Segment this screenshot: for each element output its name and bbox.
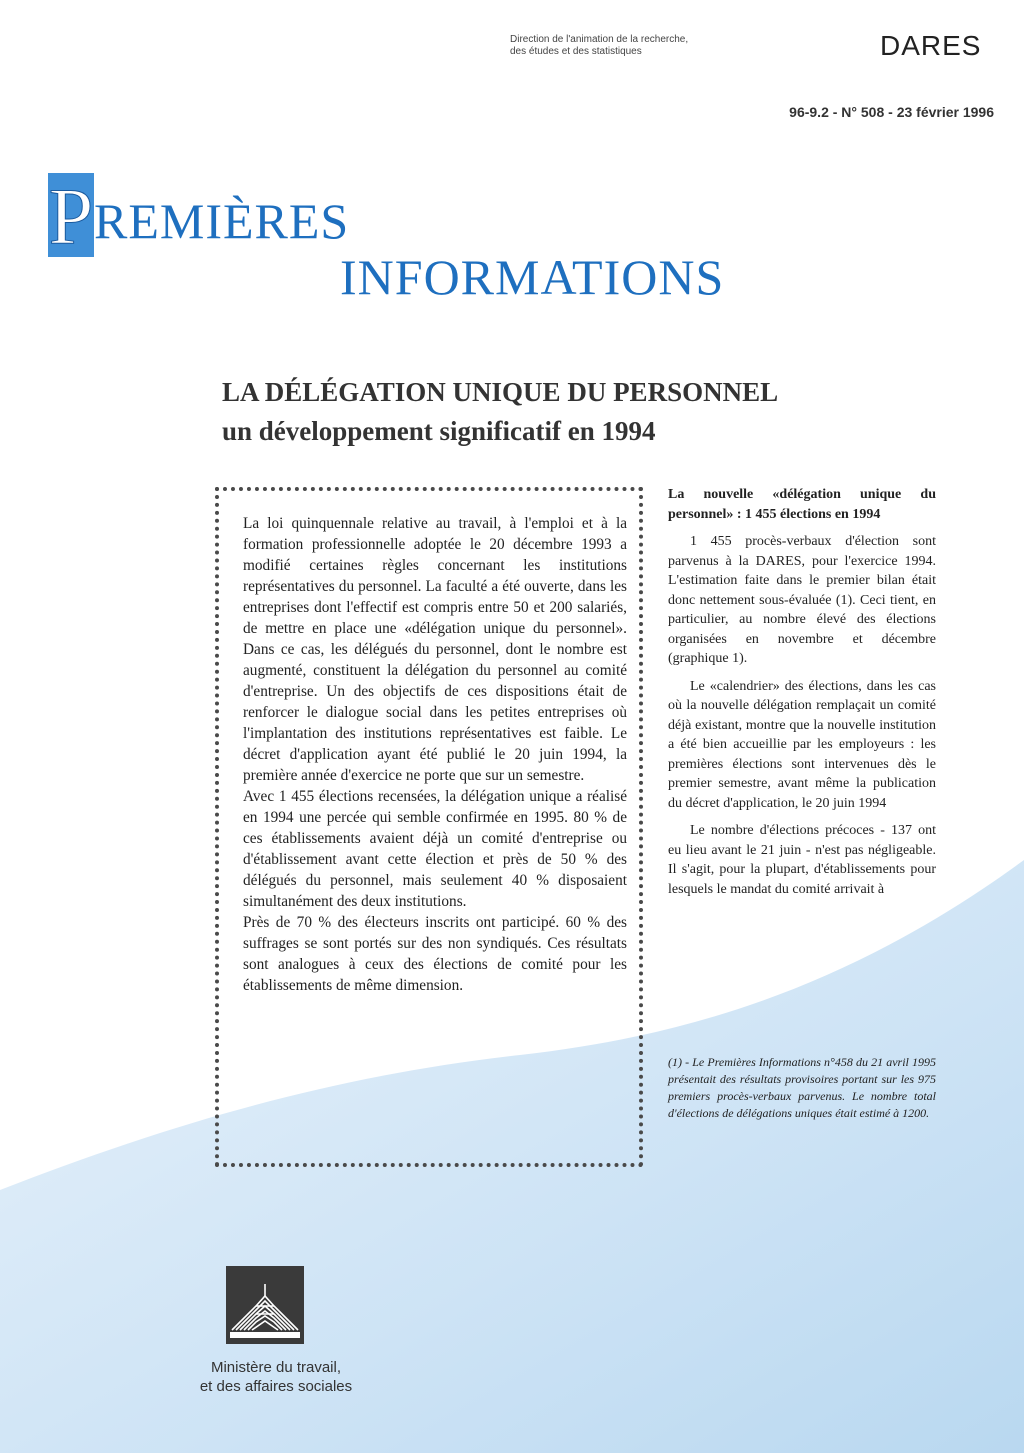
direction-label [510, 34, 810, 58]
right-paragraph-1: 1 455 procès-verbaux d'élection sont parvenus à la DARES, pour l'exercice 1994. L'estimation faite dans le premier bilan était donc nettement sous-évaluée (1). Ceci tient, en particulier, au nombre élevé des élections organisées en novembre et décembre (graphique 1). [668, 534, 936, 666]
summary-paragraph-3: Près de 70 % des électeurs inscrits ont participé. 60 % des suffrages se sont portés sur des non syndiqués. Ces résultats sont analogues à ceux des élections de comité pour les établissements de même dimension. [243, 914, 627, 994]
right-paragraph-3: Le nombre d'élections précoces - 137 ont eu lieu avant le 21 juin - n'est pas négligeable. Il s'agit, pour la plupart, d'établissements pour lesquels le mandat du comité arrivait à [668, 823, 936, 897]
direction-line-1: Direction de l'animation de la recherche, [510, 34, 689, 45]
right-paragraph-2: Le «calendrier» des élections, dans les cas où la nouvelle délégation remplaçait un comité déjà existant, montre que la nouvelle institution a été bien accueillie par les employeurs : les premières élections sont intervenues dès le premier semestre, avant même la publication du décret d'application, le 20 juin 1994 [668, 678, 936, 811]
summary-box [215, 487, 643, 1167]
ministry-logo-icon [226, 1266, 304, 1344]
section-heading: La nouvelle «délégation unique du personnel» : 1 455 élections en 1994 [668, 487, 936, 522]
masthead-initial-box [48, 173, 94, 261]
footnote: (1) - Le Premières Informations n°458 du 21 avril 1995 présentait des résultats provisoires portant sur les 975 premiers procès-verbaux parvenus. Le nombre total d'élections de délégations uniques était estimé à 1200. [668, 1055, 936, 1120]
ministry-line-1: Ministère du travail, [210, 1359, 342, 1376]
dares-label: DARES [880, 30, 982, 61]
article-subtitle: un développement significatif en 1994 [222, 416, 656, 446]
summary-paragraph-2: Avec 1 455 élections recensées, la délégation unique a réalisé en 1994 une percée qui semble confirmée en 1995. 80 % de ces établissements avaient déjà un comité d'entreprise ou d'établissement avant cette élection et près de 50 % des délégués du personnel, mais seulement 40 % disposaient simultanément des deux institutions. [243, 788, 627, 910]
direction-line-2: des études et des statistiques [510, 46, 642, 57]
summary-paragraph-1: La loi quinquennale relative au travail, à l'emploi et à la formation professionnelle adoptée le 20 décembre 1993 a modifié certaines règles concernant les institutions représentatives du personnel. La faculté a été ouverte, dans les entreprises dont l'effectif est compris entre 50 et 200 salariés, de mettre en place une «délégation unique du personnel». Dans ce cas, les délégués du personnel, dont le nombre est augmenté, constituent la délégation du personnel au comité d'entreprise. Un des objectifs de ces dispositions était de renforcer le dialogue social dans les petites entreprises où l'implantation des institutions représentatives est faible. Le décret d'application ayant été publié le 20 juin 1994, la première année d'exercice ne porte que sur un semestre. [243, 515, 627, 784]
article-title: LA DÉLÉGATION UNIQUE DU PERSONNEL [222, 377, 779, 407]
masthead-line-1: REMIÈRES [94, 193, 350, 249]
ministry-line-2: et des affaires sociales [199, 1378, 353, 1395]
masthead-initial: P [48, 173, 94, 261]
ministry-name [176, 1358, 376, 1396]
right-column [668, 485, 936, 907]
issue-reference: 96-9.2 - N° 508 - 23 février 1996 [789, 104, 994, 120]
masthead-line-2: INFORMATIONS [340, 249, 725, 305]
